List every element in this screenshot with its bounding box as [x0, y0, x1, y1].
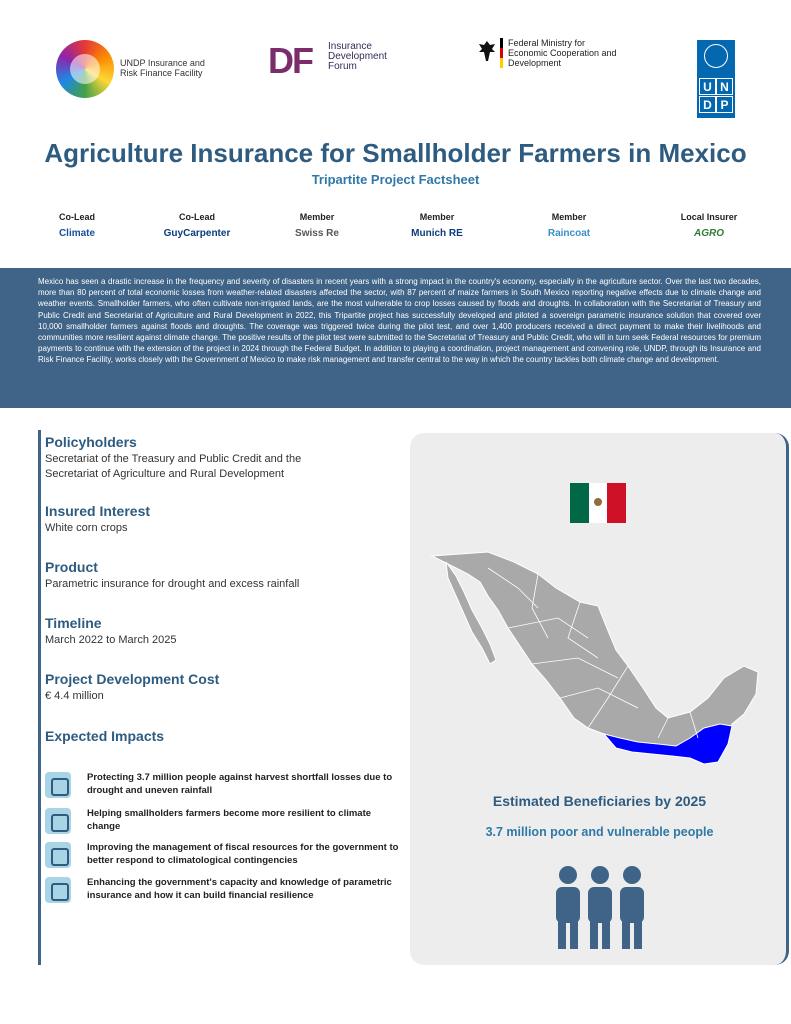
impact-item — [45, 877, 405, 907]
mexico-flag-icon — [570, 483, 626, 523]
header-logos — [0, 30, 791, 110]
impacts-heading: Expected Impacts — [45, 728, 165, 744]
undp-letter-u: U — [699, 78, 716, 95]
timeline-heading: Timeline — [45, 615, 102, 631]
eagle-icon — [478, 40, 496, 62]
partner-munichre — [382, 212, 492, 239]
project-details — [38, 430, 408, 965]
product-heading: Product — [45, 559, 98, 575]
partner-role: Member — [419, 212, 455, 222]
estimate-text: 3.7 million poor and vulnerable people — [485, 825, 714, 839]
bmz-logo — [478, 38, 628, 78]
estimate-heading: Estimated Beneficiaries by 2025 — [492, 793, 707, 809]
partner-climate — [22, 212, 132, 239]
impact-text: Enhancing the government's capacity and knowledge of parametric insurance and how it can build financial resilience — [87, 877, 392, 901]
policyholders-section — [45, 434, 405, 482]
page-subtitle: Tripartite Project Factsheet — [311, 172, 480, 187]
partner-role: Member — [299, 212, 335, 222]
policyholders-heading: Policyholders — [45, 434, 137, 450]
insured-interest-heading: Insured Interest — [45, 503, 151, 519]
undp-letter-p: P — [716, 96, 733, 113]
timeline-section — [45, 615, 405, 648]
handshake-icon — [45, 808, 71, 834]
cost-text: € 4.4 million — [45, 690, 104, 702]
people-group-icon — [550, 863, 650, 951]
intro-band — [0, 268, 791, 408]
impacts-section — [45, 728, 405, 744]
partner-name: AGRO — [694, 228, 724, 239]
partner-agro — [654, 212, 764, 239]
german-flag-stripe — [500, 38, 503, 68]
partner-role: Co-Lead — [179, 212, 215, 222]
partner-role: Co-Lead — [59, 212, 95, 222]
undp-irff-label: UNDP Insurance and Risk Finance Facility — [120, 58, 205, 78]
partner-name: Raincoat — [547, 228, 591, 239]
undp-letter-d: D — [699, 96, 716, 113]
insured-interest-text: White corn crops — [45, 522, 128, 534]
page-title: Agriculture Insurance for Smallholder Farmers in Mexico — [44, 138, 747, 168]
people-shield-icon — [45, 772, 71, 798]
lightbulb-icon — [45, 877, 71, 903]
intro-paragraph: Mexico has seen a drastic increase in the frequency and severity of disasters in recent years with a strong impact in the country's economy, especially in the agriculture sector. Over the last two decades, more than 80 percent of total economic losses from weather-related disasters affected the sector, with 87 percent of maize farmers in South Mexico reporting negative effects due to climate change and weather events. Smallholder farmers, who often cultivate non-irrigated lands, are the most vulnerable to crop losses caused by floods and droughts. In collaboration with the Secretariat of Treasury and Public Credit and Secretariat of Agriculture and Rural Development in 2022, this Tripartite project has successfully developed and piloted a sovereign parametric insurance solution that covered over 10,000 smallholder farmers against floods and droughts. The coverage was triggered twice during the pilot test, and over 1,400 producers received a direct payment to make their livelihoods and communities more resilient against climate change. The positive results of the pilot test were submitted to the Secretariat of Treasury and Public Credit, who will in turn seek Federal resources for premium payments to continue with the extension of the project in 2024 through the Federal Budget. In addition to playing a coordination, project management and convening role, UNDP, through its Insurance and Risk Finance Facility, works closely with the Government of Mexico to make risk management and transfer central to the way in which the country tackles both climate change and development. — [38, 277, 761, 365]
partner-name: Munich RE — [411, 228, 463, 239]
idf-label: Insurance Development Forum — [328, 41, 387, 72]
impact-item — [45, 842, 405, 872]
policyholders-text: Secretariat of the Treasury and Public Credit and the Secretariat of Agriculture and Rural Development — [45, 453, 302, 480]
partner-name: Swiss Re — [295, 228, 339, 239]
un-globe-icon — [704, 44, 728, 68]
undp-letter-n: N — [716, 78, 733, 95]
partner-swissre — [262, 212, 372, 239]
irff-orb-icon — [56, 40, 114, 98]
impact-text: Protecting 3.7 million people against harvest shortfall losses due to drought and uneven rainfall — [87, 772, 393, 796]
finance-chart-icon — [45, 842, 71, 868]
impact-text: Improving the management of fiscal resources for the government to better respond to climatological contingencies — [87, 842, 399, 866]
partner-role: Local Insurer — [680, 212, 738, 222]
product-section — [45, 559, 405, 592]
idf-logo — [268, 40, 418, 80]
product-text: Parametric insurance for drought and excess rainfall — [45, 578, 300, 590]
partners-row — [30, 212, 770, 252]
partner-guycarpenter — [142, 212, 252, 239]
cost-heading: Project Development Cost — [45, 671, 220, 687]
partner-role: Member — [551, 212, 587, 222]
mexico-map — [428, 548, 773, 778]
cost-section — [45, 671, 405, 704]
partner-raincoat — [514, 212, 624, 239]
impact-item — [45, 808, 405, 838]
timeline-text: March 2022 to March 2025 — [45, 634, 177, 646]
partner-name: GuyCarpenter — [163, 228, 231, 239]
impact-item — [45, 772, 405, 802]
insured-interest-section — [45, 503, 405, 536]
impact-text: Helping smallholders farmers become more resilient to climate change — [87, 808, 372, 832]
undp-irff-logo — [56, 40, 226, 95]
idf-mark: DF — [268, 40, 312, 81]
beneficiaries-panel — [410, 433, 789, 965]
undp-logo — [697, 40, 735, 118]
bmz-label: Federal Ministry for Economic Cooperation and Development — [508, 38, 617, 68]
partner-name: Climate — [58, 228, 96, 239]
